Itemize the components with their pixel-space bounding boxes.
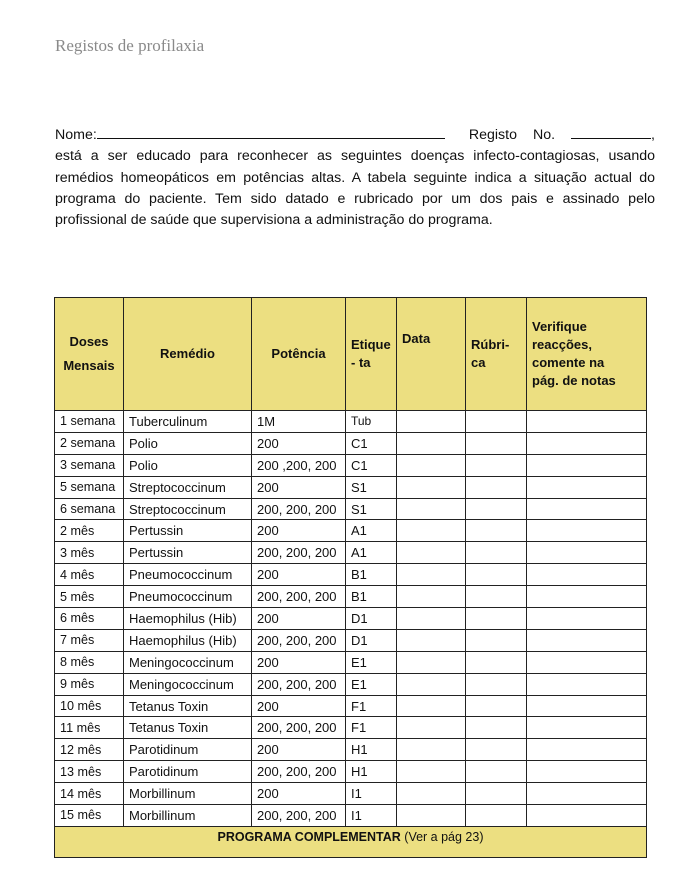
header-check-line3: comente na xyxy=(532,355,605,370)
label-cell: B1 xyxy=(346,564,397,586)
dose-cell: 15 mês xyxy=(55,805,124,827)
dose-cell: 2 mês xyxy=(55,520,124,542)
table-row xyxy=(55,411,647,433)
initials-cell[interactable] xyxy=(466,476,527,498)
table-row xyxy=(55,783,647,805)
remedy-cell: Haemophilus (Hib) xyxy=(124,608,252,630)
date-cell[interactable] xyxy=(397,476,466,498)
table-row xyxy=(55,761,647,783)
date-cell[interactable] xyxy=(397,673,466,695)
header-label xyxy=(346,298,397,411)
header-label-line1: Etique xyxy=(351,337,391,352)
initials-cell[interactable] xyxy=(466,498,527,520)
initials-cell[interactable] xyxy=(466,651,527,673)
label-cell: E1 xyxy=(346,651,397,673)
potency-cell: 200, 200, 200 xyxy=(252,629,346,651)
header-doses xyxy=(55,298,124,411)
remedy-cell: Tetanus Toxin xyxy=(124,695,252,717)
initials-cell[interactable] xyxy=(466,629,527,651)
date-cell[interactable] xyxy=(397,411,466,433)
label-cell: S1 xyxy=(346,498,397,520)
reaction-notes-cell[interactable] xyxy=(527,520,647,542)
registry-number-blank-field[interactable] xyxy=(571,124,651,139)
complementary-program-title: PROGRAMA COMPLEMENTAR xyxy=(217,829,401,844)
remedy-cell: Morbillinum xyxy=(124,783,252,805)
table-row xyxy=(55,805,647,827)
date-cell[interactable] xyxy=(397,564,466,586)
remedy-cell: Pneumococcinum xyxy=(124,586,252,608)
header-remedy: Remédio xyxy=(124,298,252,411)
date-cell[interactable] xyxy=(397,629,466,651)
reaction-notes-cell[interactable] xyxy=(527,432,647,454)
table-row xyxy=(55,629,647,651)
potency-cell: 200, 200, 200 xyxy=(252,673,346,695)
remedy-cell: Haemophilus (Hib) xyxy=(124,629,252,651)
dose-cell: 4 mês xyxy=(55,564,124,586)
dose-cell: 10 mês xyxy=(55,695,124,717)
initials-cell[interactable] xyxy=(466,586,527,608)
prophylaxis-table xyxy=(54,297,647,858)
remedy-cell: Morbillinum xyxy=(124,805,252,827)
date-cell[interactable] xyxy=(397,695,466,717)
reaction-notes-cell[interactable] xyxy=(527,454,647,476)
registry-no-label: No. xyxy=(532,127,556,143)
date-cell[interactable] xyxy=(397,805,466,827)
header-date: Data xyxy=(397,298,466,411)
reaction-notes-cell[interactable] xyxy=(527,542,647,564)
reaction-notes-cell[interactable] xyxy=(527,673,647,695)
initials-cell[interactable] xyxy=(466,454,527,476)
remedy-cell: Tuberculinum xyxy=(124,411,252,433)
initials-cell[interactable] xyxy=(466,432,527,454)
header-initials xyxy=(466,298,527,411)
initials-cell[interactable] xyxy=(466,542,527,564)
table-row xyxy=(55,695,647,717)
reaction-notes-cell[interactable] xyxy=(527,761,647,783)
remedy-cell: Streptococcinum xyxy=(124,498,252,520)
potency-cell: 200 ,200, 200 xyxy=(252,454,346,476)
date-cell[interactable] xyxy=(397,651,466,673)
remedy-cell: Pertussin xyxy=(124,520,252,542)
initials-cell[interactable] xyxy=(466,761,527,783)
date-cell[interactable] xyxy=(397,498,466,520)
potency-cell: 1M xyxy=(252,411,346,433)
table-row xyxy=(55,651,647,673)
dose-cell: 3 mês xyxy=(55,542,124,564)
label-cell: F1 xyxy=(346,695,397,717)
label-cell: S1 xyxy=(346,476,397,498)
dose-cell: 3 semana xyxy=(55,454,124,476)
label-cell: D1 xyxy=(346,629,397,651)
remedy-cell: Pneumococcinum xyxy=(124,564,252,586)
date-cell[interactable] xyxy=(397,761,466,783)
name-blank-field[interactable] xyxy=(97,124,445,139)
remedy-cell: Parotidinum xyxy=(124,739,252,761)
table-row xyxy=(55,476,647,498)
label-cell: A1 xyxy=(346,542,397,564)
potency-cell: 200, 200, 200 xyxy=(252,542,346,564)
label-cell: B1 xyxy=(346,586,397,608)
initials-cell[interactable] xyxy=(466,717,527,739)
potency-cell: 200 xyxy=(252,651,346,673)
initials-cell[interactable] xyxy=(466,739,527,761)
label-cell: E1 xyxy=(346,673,397,695)
date-cell[interactable] xyxy=(397,454,466,476)
table-header-row xyxy=(55,298,647,411)
table-row xyxy=(55,454,647,476)
complementary-program-page-ref: (Ver a pág 23) xyxy=(400,829,484,844)
line-end-comma: , xyxy=(651,127,655,143)
header-check-line4: pág. de notas xyxy=(532,373,616,388)
date-cell[interactable] xyxy=(397,783,466,805)
potency-cell: 200, 200, 200 xyxy=(252,805,346,827)
header-check-reactions xyxy=(527,298,647,411)
dose-cell: 14 mês xyxy=(55,783,124,805)
date-cell[interactable] xyxy=(397,739,466,761)
dose-cell: 13 mês xyxy=(55,761,124,783)
reaction-notes-cell[interactable] xyxy=(527,586,647,608)
date-cell[interactable] xyxy=(397,608,466,630)
table-row xyxy=(55,717,647,739)
label-cell: H1 xyxy=(346,761,397,783)
label-cell: A1 xyxy=(346,520,397,542)
initials-cell[interactable] xyxy=(466,805,527,827)
date-cell[interactable] xyxy=(397,432,466,454)
table-row xyxy=(55,520,647,542)
potency-cell: 200 xyxy=(252,520,346,542)
date-cell[interactable] xyxy=(397,520,466,542)
reaction-notes-cell[interactable] xyxy=(527,608,647,630)
initials-cell[interactable] xyxy=(466,783,527,805)
label-cell: D1 xyxy=(346,608,397,630)
table-row xyxy=(55,498,647,520)
dose-cell: 8 mês xyxy=(55,651,124,673)
header-doses-line1: Doses xyxy=(69,334,109,349)
date-cell[interactable] xyxy=(397,586,466,608)
header-initials-line2: ca xyxy=(471,355,486,370)
initials-cell[interactable] xyxy=(466,695,527,717)
header-potency: Potência xyxy=(252,298,346,411)
label-cell: I1 xyxy=(346,783,397,805)
dose-cell: 5 mês xyxy=(55,586,124,608)
reaction-notes-cell[interactable] xyxy=(527,717,647,739)
reaction-notes-cell[interactable] xyxy=(527,564,647,586)
label-cell: F1 xyxy=(346,717,397,739)
date-cell[interactable] xyxy=(397,717,466,739)
header-check-line1: Verifique xyxy=(532,319,587,334)
dose-cell: 9 mês xyxy=(55,673,124,695)
remedy-cell: Tetanus Toxin xyxy=(124,717,252,739)
reaction-notes-cell[interactable] xyxy=(527,476,647,498)
header-initials-line1: Rúbri- xyxy=(471,337,510,352)
remedy-cell: Polio xyxy=(124,432,252,454)
potency-cell: 200 xyxy=(252,432,346,454)
dose-cell: 7 mês xyxy=(55,629,124,651)
table-row xyxy=(55,586,647,608)
table-row xyxy=(55,542,647,564)
table-row xyxy=(55,432,647,454)
label-cell: C1 xyxy=(346,454,397,476)
potency-cell: 200, 200, 200 xyxy=(252,717,346,739)
dose-cell: 11 mês xyxy=(55,717,124,739)
remedy-cell: Parotidinum xyxy=(124,761,252,783)
reaction-notes-cell[interactable] xyxy=(527,805,647,827)
remedy-cell: Pertussin xyxy=(124,542,252,564)
potency-cell: 200 xyxy=(252,695,346,717)
remedy-cell: Streptococcinum xyxy=(124,476,252,498)
label-cell: H1 xyxy=(346,739,397,761)
initials-cell[interactable] xyxy=(466,673,527,695)
potency-cell: 200, 200, 200 xyxy=(252,586,346,608)
table-row xyxy=(55,564,647,586)
remedy-cell: Meningococcinum xyxy=(124,673,252,695)
potency-cell: 200 xyxy=(252,608,346,630)
dose-cell: 6 semana xyxy=(55,498,124,520)
table-row xyxy=(55,673,647,695)
potency-cell: 200 xyxy=(252,564,346,586)
initials-cell[interactable] xyxy=(466,564,527,586)
potency-cell: 200, 200, 200 xyxy=(252,498,346,520)
table-footer-row xyxy=(55,826,647,857)
potency-cell: 200 xyxy=(252,476,346,498)
reaction-notes-cell[interactable] xyxy=(527,783,647,805)
initials-cell[interactable] xyxy=(466,520,527,542)
reaction-notes-cell[interactable] xyxy=(527,629,647,651)
label-cell: I1 xyxy=(346,805,397,827)
table-row xyxy=(55,608,647,630)
remedy-cell: Polio xyxy=(124,454,252,476)
potency-cell: 200 xyxy=(252,739,346,761)
remedy-cell: Meningococcinum xyxy=(124,651,252,673)
registry-label: Registo xyxy=(468,127,517,143)
dose-cell: 1 semana xyxy=(55,411,124,433)
dose-cell: 2 semana xyxy=(55,432,124,454)
intro-body-text: está a ser educado para reconhecer as seguintes doenças infecto-contagiosas, usando remédios homeopáticos em potências altas. A tabela seguinte indica a situação actual do programa do paciente. Tem sido datado e rubricado por um dos pais e assinado pelo profissional de saúde que supervisiona a administração do programa. xyxy=(55,148,655,229)
name-label: Nome: xyxy=(55,127,97,143)
dose-cell: 6 mês xyxy=(55,608,124,630)
reaction-notes-cell[interactable] xyxy=(527,651,647,673)
header-doses-line2: Mensais xyxy=(63,358,115,373)
potency-cell: 200 xyxy=(252,783,346,805)
intro-paragraph xyxy=(55,124,655,231)
initials-cell[interactable] xyxy=(466,608,527,630)
name-line xyxy=(55,124,655,146)
table-row xyxy=(55,739,647,761)
reaction-notes-cell[interactable] xyxy=(527,739,647,761)
complementary-program-note xyxy=(55,826,647,857)
date-cell[interactable] xyxy=(397,542,466,564)
label-cell: Tub xyxy=(346,411,397,433)
reaction-notes-cell[interactable] xyxy=(527,695,647,717)
dose-cell: 5 semana xyxy=(55,476,124,498)
initials-cell[interactable] xyxy=(466,411,527,433)
document-title: Registos de profilaxia xyxy=(55,36,205,55)
header-check-line2: reacções, xyxy=(532,337,592,352)
potency-cell: 200, 200, 200 xyxy=(252,761,346,783)
label-cell: C1 xyxy=(346,432,397,454)
reaction-notes-cell[interactable] xyxy=(527,411,647,433)
reaction-notes-cell[interactable] xyxy=(527,498,647,520)
dose-cell: 12 mês xyxy=(55,739,124,761)
header-label-line2: - ta xyxy=(351,355,371,370)
